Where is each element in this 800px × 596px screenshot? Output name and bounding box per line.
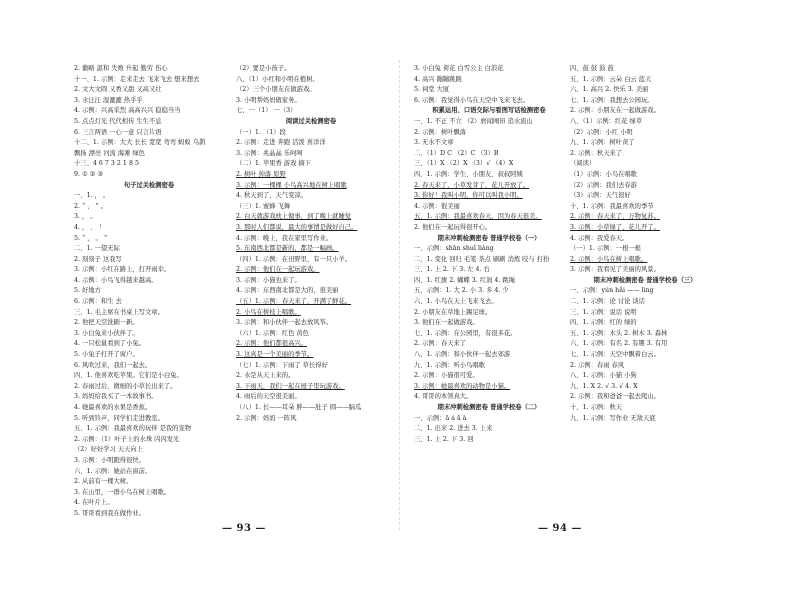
answer-line: （一）1. 示例：一根一根 (570, 245, 641, 253)
answer-line: 2. 示例：树叶飘落 (414, 128, 467, 136)
answer-line: 一、示例：shān shuǐ liàng (414, 245, 494, 253)
answer-line: 六、1. 小鸟在天上飞来飞去。 (414, 298, 498, 306)
answer-line: （五）1. 示例：春天来了，开满了鲜花。 (236, 298, 352, 306)
answer-line: 2. “ ， ” 。 (74, 202, 108, 210)
answer-line: 五、1. 示例：我最喜欢的玩伴 是我的宠物 (74, 425, 192, 433)
answer-line: 3. ， 。 (74, 213, 97, 221)
answer-line: （2）三个小朋友在做游戏。 (236, 86, 316, 94)
section-heading: 期末冲刺检测密卷 普通学校卷（三） (593, 276, 697, 284)
answer-line: 2. 示例：妈妈 一阵风 (236, 414, 297, 422)
answer-line: 4. 示例：东西南北都是大的，很美丽 (236, 287, 339, 295)
page-number-left: — 93 — (222, 523, 266, 534)
answer-line: 6. 示例：和生 去 (74, 298, 122, 306)
answer-line: 4. 雨后的天空很美丽。 (236, 393, 301, 401)
answer-line: （2）示例：我们去春游 (570, 181, 637, 189)
answer-line: 2. 从前有一棵大树。 (74, 478, 133, 486)
answer-column-2 (236, 64, 386, 424)
answer-line: 十二、1. 示例：大大 长长 宽宽 弯弯 蚂蚁 乌鹊 (74, 139, 206, 147)
answer-line: 4. ， 、 ！ (74, 223, 105, 231)
answer-line: 2. 徽略 温和 失败 升起 勤劳 伤心 (74, 65, 168, 72)
answer-line: 3. 妈妈给我买了一本故事书。 (74, 393, 158, 401)
answer-line: （3）示例：天气很好 (570, 192, 631, 200)
answer-line: 八、1. 示例：小猫 小狗 (570, 372, 637, 380)
answer-line: 五、1. 示例：云朵 白云 蓝天 (570, 75, 652, 83)
answer-line: 5. 哥哥看到我在做作业。 (74, 509, 145, 517)
answer-line: 3. 示例：一棵棵 小鸟高兴地在树上唱歌 (236, 181, 347, 189)
answer-line: （2）示例：小红 小明 (570, 128, 633, 136)
answer-line: 3. 示例：小明跑得很快。 (74, 456, 145, 464)
answer-line: （七）1. 示例：下雨了 草长得好 (236, 361, 328, 369)
answer-line: 3. 你好！我叫小明，你可以叫我小明。 (414, 192, 523, 200)
answer-line: （2）要是小孩子。 (236, 65, 291, 72)
answer-line: 3. 无水不文章 (414, 139, 454, 147)
answer-line: 八、（1）示例：红花 绿草 (570, 117, 643, 125)
answer-line: 二、1. 一望无际 (74, 245, 120, 253)
answer-line: 2. 示例：走进 奔跑 活泼 喜洋洋 (236, 139, 326, 147)
answer-line: 3. 小白兔来小伙伴了。 (74, 329, 139, 337)
answer-line: 2. 示例：他们都很高兴。 (236, 340, 307, 348)
answer-line: 九、1. 示例：树叶黄了 (570, 139, 635, 147)
answer-line: 二、1. 出来 2. 进去 3. 上来 (414, 425, 493, 433)
answer-line: 4. 一只松鼠看到了小兔。 (74, 340, 145, 348)
answer-line: 二、1. 变化 回归 毛笔 茶点 刷刷 消炼 咬与 打扮 (414, 255, 550, 263)
answer-line: 十三、4 6 7 3 2 1 8 5 (74, 160, 139, 168)
answer-line: 2. 白天就游戏枕上做事，到了晚上就睡觉 (236, 213, 352, 221)
answer-line: 三、1. 示例：说话 说明 (570, 308, 637, 316)
answer-line: （1）示例：小鸟在唱歌 (570, 170, 637, 178)
answer-line: （六）1. 示例：红色 黄色 (236, 329, 309, 337)
answer-line: 九、1. 示例：听小鸟唱歌 (414, 361, 485, 369)
answer-line: 一、示例：ā á ǎ à (414, 414, 467, 422)
answer-line: 5. “ ， 。 ” (74, 234, 108, 242)
answer-line: 二、（1）D C （2）C （3）B (414, 149, 499, 157)
answer-line: 4. 秋天到了，天气变凉。 (236, 192, 307, 200)
answer-line: 3. 示例：小猫也来了。 (236, 276, 301, 284)
answer-line: 八、（1）小红和小明在植树。 (236, 75, 319, 83)
answer-line: 2. 示例：小鸟在树上唱歌。 (570, 255, 648, 263)
page-number-right: — 94 — (538, 523, 582, 534)
answer-line: 3. 在山里，一群小鸟在树上唱歌。 (74, 488, 171, 496)
answer-line: 3. 示例：我看见了美丽的风景。 (570, 266, 660, 274)
answer-line: 2. 刻刻子 这我写 (74, 255, 122, 263)
answer-line: 2. 文大文圆 又香又甜 又高又壮 (74, 86, 162, 94)
answer-line: （2）好好学习 天天向上 (74, 446, 143, 454)
answer-line: 九、1. 示例：写作业 无敌天底 (570, 414, 656, 422)
answer-line: 七、1. 示例：天空中飘着白云。 (570, 351, 660, 359)
answer-line: 3. 水汪汪 湿漉漉 热乎乎 (74, 96, 143, 104)
answer-line: 3. 示例：和小伙伴一起去放风筝。 (236, 319, 333, 327)
section-heading: 期末冲刺检测密卷 普通学校卷（一） (437, 234, 541, 242)
answer-line: 2. 示例：小猫很可爱。 (414, 372, 479, 380)
answer-line: 4. 她最喜欢的水果是香蕉。 (74, 404, 152, 411)
answer-column-3 (414, 64, 564, 445)
answer-line: 四、1. 示例：红的 绿的 (570, 319, 637, 327)
answer-column-1 (74, 64, 224, 520)
answer-line: 2. 他把天空洗刷一新。 (74, 319, 139, 327)
answer-line: 3. 示例：小草绿了，花儿开了。 (570, 223, 660, 231)
section-heading: 期末冲刺检测密卷 普通学校卷（二） (437, 404, 541, 411)
answer-line: 2. 小朋友在草地上踢足球。 (414, 308, 492, 316)
answer-line: 六、1. 高兴 2. 快乐 3. 美丽 (570, 86, 649, 94)
answer-line: （阅读） (570, 160, 596, 168)
answer-line: 三、1. 上 2. 下 3. 左 4. 右 (414, 266, 490, 274)
answer-line: （二）1. 苹果香 游戏 摘下 (236, 160, 311, 168)
answer-line: 十、1. 示例：秋天 (570, 404, 623, 411)
answer-line: 3. 小明帮妈妈做家务。 (236, 96, 301, 104)
answer-line: 四、1. 他喜欢吃苹果。它们是小白兔。 (74, 372, 183, 380)
answer-line: （一）1. （1）段 (236, 128, 286, 136)
page-gutter (399, 60, 400, 530)
answer-line: 2. 示例：小朋友在一起做游戏。 (570, 107, 660, 115)
answer-line: 八、1. 示例：和小伙伴一起去郊游 (414, 351, 511, 359)
answer-line: 4. 在叶片上。 (74, 499, 114, 507)
answer-line: 5. 点点灯光 代代相传 生生不息 (74, 117, 162, 125)
answer-line: 4. 示例：我爱春天。 (570, 234, 629, 242)
section-heading: 积累运用、口语交际与看图写话检测密卷 (432, 107, 546, 115)
answer-line: （三）1. 蜜蜂 飞舞 (236, 202, 291, 210)
answer-line: 一、示例：yún hǎi —— ling (570, 287, 654, 295)
answer-line: 5. 小兔子打开了窗户。 (74, 351, 139, 359)
answer-line: 2. 示例：他们在一起玩游戏。 (236, 266, 320, 274)
answer-line: 2. 他们在一起玩得很开心。 (414, 223, 492, 231)
answer-line: 3. 下雨天，我们一起在屋子里玩游戏。 (236, 382, 345, 390)
answer-line: （八）1. 长——耳朵 胖——肚子 圆——脑瓜 (236, 404, 362, 411)
answer-line: 6. 风吹过来，我们一起去。 (74, 361, 152, 369)
answer-line: 六、1. 示例：她站在窗前。 (74, 467, 152, 475)
answer-line: 三、1. 毛主席在书桌上写文章。 (74, 308, 164, 316)
answer-line: 5. 好地方 (74, 287, 101, 295)
answer-line: 五、示例：1. 大 2. 小 3. 多 4. 少 (414, 287, 509, 295)
answer-line: 2. 春雨过后，微细的小草长出来了。 (74, 382, 177, 390)
answer-line: 3. 示例：她最喜欢的动物是小猫。 (414, 382, 511, 390)
answer-line: 5. 祠堂 大厦 (414, 86, 450, 94)
answer-line: 2. 小鸟在树枝上唱歌。 (236, 308, 301, 316)
answer-line: 3. 这真是一个美丽的季节。 (236, 351, 314, 359)
answer-line: 一、1. 不正 不立 （2）磨闻阐昂 追水流山 (414, 117, 533, 125)
answer-line: 十、1. 示例：我最喜欢的季节 (570, 202, 654, 210)
answer-line: 2. 示例：（1）叶子上的水珠 闪闪发光 (74, 435, 180, 443)
answer-line: 9. ① ② ③ (74, 170, 103, 178)
answer-line: 4. 示例：小鸟飞得越来越高。 (74, 276, 158, 284)
answer-line: 四、1. 示例：学生、小朋友、叔叔阿姨 (414, 170, 523, 178)
answer-line: 4. 高兴 蹦蹦跳跳 (414, 75, 462, 83)
answer-line: （四）1. 示例：在田野里，有一只小羊。 (236, 255, 352, 263)
answer-line: 2. 示例：秋天来了 (570, 149, 623, 157)
answer-line: 4. 示例：很美丽 (414, 202, 460, 210)
answer-line: 2. 示例：春天来了 (414, 340, 467, 348)
answer-line: 四、鼓 鼓 鼓 鼓 (570, 65, 614, 72)
section-heading: 阅读过关检测密卷 (285, 117, 337, 125)
answer-line: 七、1. 示例：在公园里，有很多花。 (414, 329, 517, 337)
answer-column-4 (570, 64, 720, 424)
answer-line: 一、1. ， 。 (74, 192, 110, 200)
answer-line: 2. 示例：春天来了，万物复苏。 (570, 213, 660, 221)
answer-line: 4. 哥哥的本领真大。 (414, 393, 473, 401)
answer-line: 十一、1. 示例：走来走去 飞来飞去 想来想去 (74, 75, 200, 83)
answer-line: 三、（1）X （2）X （3）√ （4）X (414, 160, 514, 168)
answer-line: 六、1. 示例：有名 2. 有趣 3. 有用 (570, 340, 668, 348)
answer-line: 4. 示例：晚上，我在家里写作业。 (236, 234, 333, 242)
answer-line: 七、1. 示例：我想去公园玩。 (570, 96, 654, 104)
answer-line: 飘扬 漂亮 河流 海滩 绿色 (74, 149, 145, 157)
answer-line: 4. 示例：兴高采烈 高高兴兴 稳稳当当 (74, 107, 181, 115)
answer-line: 3. 小白兔 荷花 白雪公主 白浪花 (414, 65, 504, 72)
section-heading: 句子过关检测密卷 (123, 181, 175, 189)
answer-line: 2. 水是从天上来的。 (236, 372, 295, 380)
answer-line: 2. 春天来了，小草发芽了，花儿开放了。 (414, 181, 530, 189)
answer-line: 5. 听到铃声，同学们走进教室。 (74, 414, 164, 422)
answer-line: 2. 示例：我和爸爸一起去爬山。 (570, 393, 660, 401)
answer-line: 3. 示例：兆晶晶 乐呵呵 (236, 149, 303, 157)
answer-line: 3. 他们在一起做游戏。 (414, 319, 479, 327)
answer-line: 四、1. 红旗 2. 蝴蝶 3. 红润 4. 跳绳 (414, 276, 516, 284)
answer-line: 3. 那时人们都说，最大的事情是做好自己。 (236, 223, 358, 231)
answer-line: 五、1. 示例：我最喜欢春天，因为春天很美。 (414, 213, 542, 221)
answer-line: 2. 示例：春雨 春风 (570, 361, 625, 369)
answer-line: 七、一（1） 一（3） (236, 107, 297, 115)
answer-line: 五、1. 示例：木头 2. 树木 3. 森林 (570, 329, 668, 337)
answer-line: 6. 示例：我觉得小鸟在天空中飞来飞去。 (414, 96, 530, 104)
answer-line: 3. 示例：小红在路上，打开雨伞。 (74, 266, 171, 274)
answer-line: 三、1. 上 2. 下 3. 回 (414, 435, 474, 443)
answer-line: 2. 树叶 掉落 原野 (236, 170, 286, 178)
answer-line: 二、1. 示例：论 讨论 谈话 (570, 298, 645, 306)
answer-line: 九、1. X 2. √ 3. √ 4. X (570, 382, 638, 390)
answer-line: 5. 东南西北都是新的，都是一幅画。 (236, 245, 339, 253)
answer-line: 6. 三言两语 一心一意 只言片语 (74, 128, 162, 136)
